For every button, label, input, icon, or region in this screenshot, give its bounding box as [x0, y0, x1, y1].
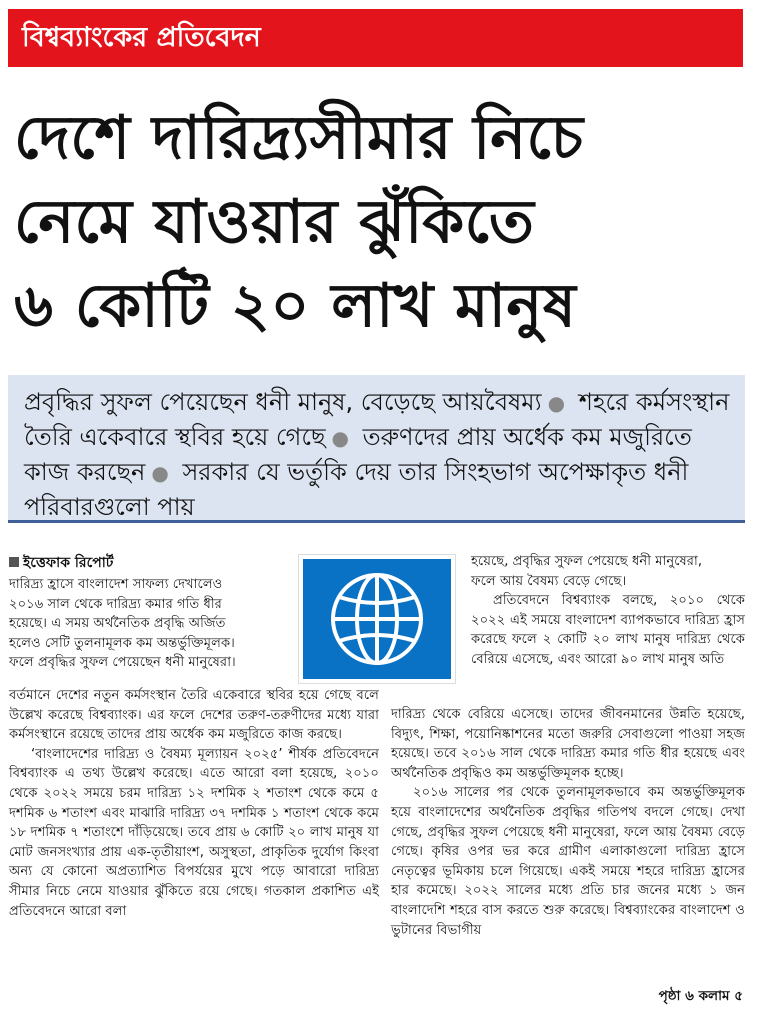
headline — [14, 96, 744, 348]
bullet-dot-icon: ● — [151, 461, 169, 485]
world-bank-logo — [298, 554, 456, 684]
article-column-right — [391, 705, 745, 940]
deck-point-3: তরুণদের প্রায় অর্ধেক কম মজুরিতে কাজ করছেন — [24, 423, 692, 486]
text-line: দারিদ্র্য হ্রাসে বাংলাদেশ সাফল্য দেখালেও — [9, 577, 223, 592]
article-column-left-top — [9, 575, 291, 673]
text-line: হলেও সেটি তুলনামূলক কম অন্তর্ভুক্তিমূলক। — [9, 635, 235, 651]
text-line: হয়েছে, প্রবৃদ্ধির সুফল পেয়েছে ধনী মানুষেরা, — [471, 554, 703, 569]
headline-line-1: দেশে দারিদ্র্যসীমার নিচে — [14, 103, 584, 173]
deck-point-2: শহরে কর্মসংস্থান তৈরি একেবারে স্থবির হয়ে গেছে — [24, 388, 730, 451]
article-paragraph: দারিদ্র্য থেকে বেরিয়ে এসেছে। তাদের জীবনমানের উন্নতি হয়েছে, বিদ্যুৎ, শিক্ষা, পয়োনিষ্কাশনের মতো জরুরি সেবাগুলো পাওয়া সহজ হয়েছে। তবে ২০১৬ সাল থেকে দারিদ্র্য কমার গতি ধীর হয়েছে এবং অর্থনৈতিক প্রবৃদ্ধিও কম অন্তর্ভুক্তিমূলক হচ্ছে। — [391, 707, 745, 781]
deck-point-1: প্রবৃদ্ধির সুফল পেয়েছেন ধনী মানুষ, বেড়েছে আয়বৈষম্য — [24, 388, 542, 416]
section-kicker: বিশ্বব্যাংকের প্রতিবেদন — [8, 9, 743, 67]
byline-square-icon — [9, 557, 19, 567]
article-paragraph: ‘বাংলাদেশের দারিদ্র্য ও বৈষম্য মূল্যায়ন ২০২৫’ শীর্ষক প্রতিবেদনে বিশ্বব্যাংক এ তথ্য উল্লেখ করেছে। এতে আরো বলা হয়েছে, ২০১০ থেকে ২০২২ সময়ে চরম দারিদ্র্য ১২ দশমিক ২ শতাংশ থেকে কমে ৫ দশমিক ৬ শতাংশ এবং মাঝারি দারিদ্র্য ৩৭ দশমিক ১ শতাংশ থেকে কমে ১৮ দশমিক ৭ শতাংশে দাঁড়িয়েছে। তবে প্রায় ৬ কোটি ২০ লাখ মানুষ যা মোট জনসংখ্যার প্রায় এক-তৃতীয়াংশ, অসুস্থতা, প্রাকৃতিক দুর্যোগ কিংবা অন্য যে কোনো অপ্রত্যাশিত বিপর্যয়ের মুখে পড়ে আবারো দারিদ্র্য সীমার নিচে নেমে যাওয়ার ঝুঁকিতে রয়ে গেছে। গতকাল প্রকাশিত এই প্রতিবেদনে আরো বলা — [9, 746, 379, 919]
article-paragraph: ২০১৬ সালের পর থেকে তুলনামূলকভাবে কম অন্তর্ভুক্তিমূলক হয়ে বাংলাদেশের অর্থনৈতিক প্রবৃদ্ধির গতিপথ বদলে গেছে। দেখা গেছে, প্রবৃদ্ধির সুফল পেয়েছে ধনী মানুষেরা, ফলে আয় বৈষম্য বেড়ে গেছে। কৃষির ওপর ভর করে গ্রামীণ এলাকাগুলো দারিদ্র্য হ্রাসে নেতৃত্বের ভূমিকায় চলে গিয়েছে। একই সময়ে শহরে দারিদ্র্য হ্রাসের হার কমেছে। ২০২২ সালের মধ্যে প্রতি চার জনের মধ্যে ১ জন বাংলাদেশি শহরে বাস করতে শুরু করেছে। বিশ্বব্যাংকের বাংলাদেশ ও ভুটানের বিভাগীয় — [391, 785, 745, 938]
headline-line-2: নেমে যাওয়ার ঝুঁকিতে — [14, 187, 535, 257]
text-line: ২০১৬ সাল থেকে দারিদ্র্য কমার গতি ধীর — [9, 596, 222, 612]
article-paragraph: প্রতিবেদনে বিশ্বব্যাংক বলছে, ২০১০ থেকে ২০২২ এই সময়ে বাংলাদেশ ব্যাপকভাবে দারিদ্র্য হ্রাস করেছে ফলে ২ কোটি ২০ লাখ মানুষ দারিদ্র্য থেকে বেরিয়ে এসেছে, এবং আরো ৯০ লাখ মানুষ অতি — [471, 593, 745, 667]
deck-point-4: সরকার যে ভর্তুকি দেয় তার সিংহভাগ অপেক্ষাকৃত ধনী পরিবারগুলো পায় — [24, 458, 689, 521]
article-column-right-top — [471, 552, 745, 670]
world-bank-globe-icon — [299, 555, 455, 683]
deck-summary — [8, 375, 745, 523]
text-line: ফলে প্রবৃদ্ধির সুফল পেয়েছেন ধনী মানুষেরা। — [9, 655, 236, 671]
bullet-dot-icon: ● — [331, 426, 349, 450]
article-paragraph: বর্তমানে দেশের নতুন কর্মসংস্থান তৈরি একেবারে স্থবির হয়ে গেছে বলে উল্লেখ করেছে বিশ্বব্যাংক। এর ফলে দেশের তরুণ-তরুণীদের মধ্যে যারা কর্মসংস্থানে রয়েছে তাদের প্রায় অর্ধেক কম মজুরিতে কাজ করছে। — [9, 688, 379, 743]
bullet-dot-icon: ● — [547, 391, 566, 415]
article-column-left — [9, 686, 379, 921]
headline-line-3: ৬ কোটি ২০ লাখ মানুষ — [14, 271, 577, 341]
byline — [9, 551, 113, 575]
text-line: ফলে আয় বৈষম্য বেড়ে গেছে। — [471, 573, 627, 589]
byline-text: ইত্তেফাক রিপোর্ট — [23, 555, 114, 571]
continued-on-page[interactable]: পৃষ্ঠা ৬ কলাম ৫ — [658, 988, 743, 1004]
text-line: হয়েছে। এ সময় অর্থনৈতিক প্রবৃদ্ধি অর্জিত — [9, 616, 226, 632]
